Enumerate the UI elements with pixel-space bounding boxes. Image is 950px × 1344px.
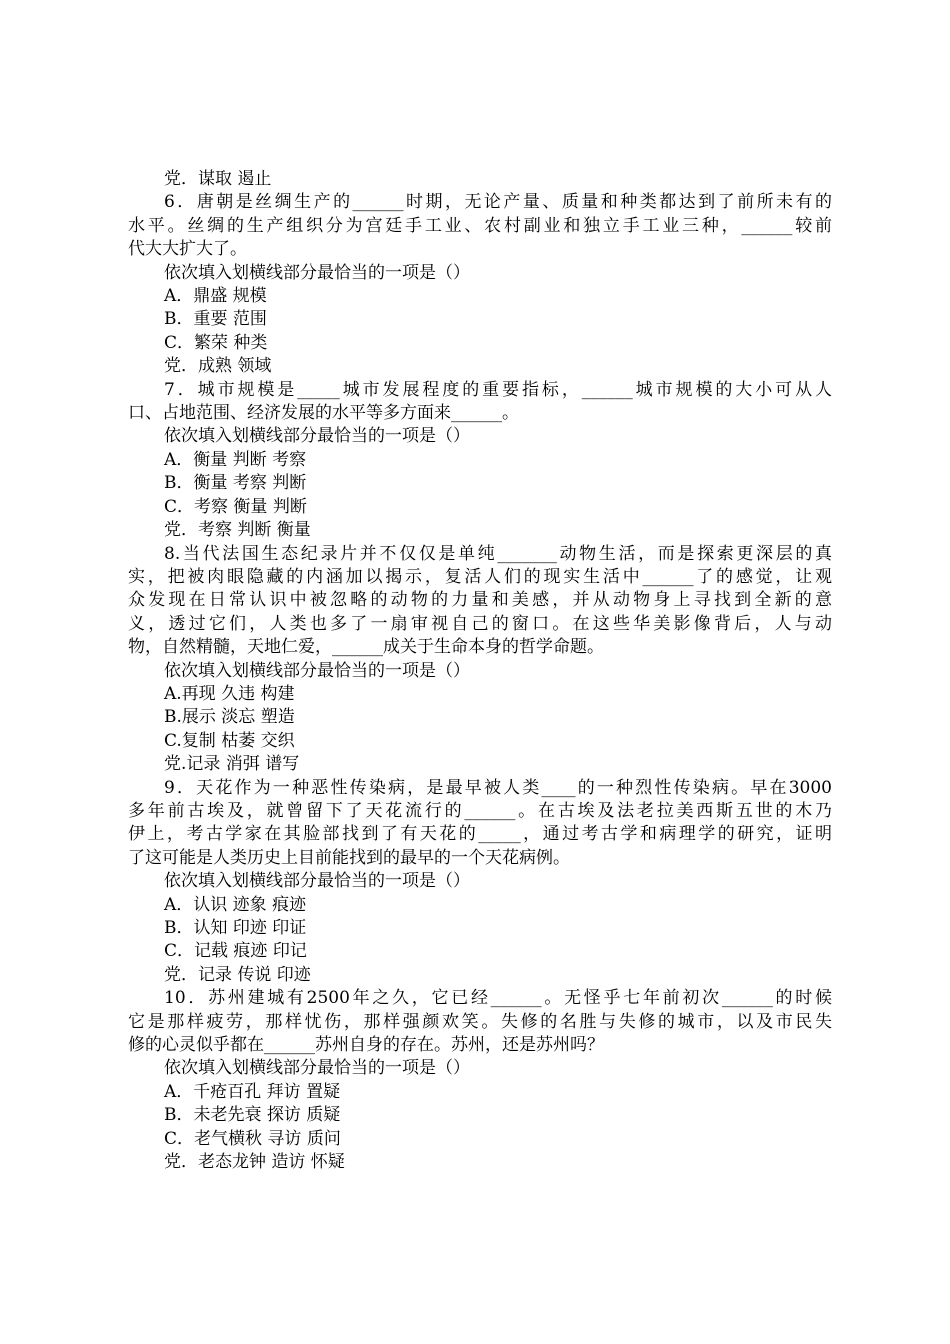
q7-prompt: 依次填入划横线部分最恰当的一项是（） [164,426,470,447]
q9-option-b: B．认知 印迹 印证 [164,918,307,938]
q7-option-a: A．衡量 判断 考察 [164,449,307,470]
q9-stem-line: 伊上，考古学家在其脸部找到了有天花的_____，通过考古学和病理学的研究，证明 [128,824,832,845]
question-10 [128,987,832,1174]
q9-stem-line: 9．天花作为一种恶性传染病，是最早被人类____的一种烈性传染病。早在3000 [164,777,832,798]
q8-option-b: B.展示 淡忘 塑造 [164,707,295,728]
q8-prompt: 依次填入划横线部分最恰当的一项是（） [164,660,470,681]
document-page [128,168,832,1174]
q8-option-d: 党.记录 消弭 谱写 [164,754,300,775]
q6-option-c: C．繁荣 种类 [164,332,268,353]
question-8 [128,543,832,777]
q6-option-a: A．鼎盛 规模 [164,286,267,307]
q10-option-b: B．未老先衰 探访 质疑 [164,1105,341,1126]
q8-stem-line: 众发现在日常认识中被忽略的动物的力量和美感，并从动物身上寻找到全新的意 [128,590,832,611]
q6-option-d: 党．成熟 领域 [164,356,272,377]
q10-stem-line: 它是那样疲劳，那样忧伤，那样强颜欢笑。失修的名胜与失修的城市，以及市民失 [128,1011,832,1032]
q6-option-b: B．重要 范围 [164,309,267,330]
question-7 [128,379,832,543]
q10-option-a: A．千疮百孔 拜访 置疑 [164,1081,341,1102]
q9-option-a: A．认识 迹象 痕迹 [164,894,307,915]
q8-stem-line: 物，自然精髓，天地仁爱，______成关于生命本身的哲学命题。 [128,637,604,658]
q7-stem-line: 口、占地范围、经济发展的水平等多方面来______。 [128,403,519,424]
q9-option-c: C．记载 痕迹 印记 [164,941,307,962]
q10-stem-line: 修的心灵似乎都在______苏州自身的存在。苏州，还是苏州吗？ [128,1035,604,1056]
q6-stem-line: 6．唐朝是丝绸生产的______时期，无论产量、质量和种类都达到了前所未有的 [164,192,832,213]
q8-stem-line: 义，透过它们，人类也多了一扇审视自己的窗口。在这些华美影像背后，人与动 [128,613,832,634]
q6-stem-line: 代大大扩大了。 [128,239,247,260]
q7-option-d: 党．考察 判断 衡量 [164,520,311,541]
q7-option-c: C．考察 衡量 判断 [164,496,307,517]
q6-prompt: 依次填入划横线部分最恰当的一项是（） [164,262,470,283]
q8-stem-line: 8.当代法国生态纪录片并不仅仅是单纯_______动物生活，而是探索更深层的真 [164,543,832,564]
q10-option-c: C．老气横秋 寻访 质问 [164,1128,341,1149]
question-9 [128,777,832,988]
q5-option-d: 党．谋取 遏止 [164,169,272,189]
q9-prompt: 依次填入划横线部分最恰当的一项是（） [164,871,470,892]
q10-prompt: 依次填入划横线部分最恰当的一项是（） [164,1058,470,1079]
q10-option-d: 党．老态龙钟 造访 怀疑 [164,1152,345,1173]
q6-stem-line: 水平。丝绸的生产组织分为宫廷手工业、农村副业和独立手工业三种，______较前 [128,215,832,236]
q10-stem-line: 10．苏州建城有2500年之久，它已经______。无怪乎七年前初次______的时候 [164,988,832,1009]
q8-stem-line: 实，把被肉眼隐藏的内涵加以揭示，复活人们的现实生活中______了的感觉，让观 [128,566,832,587]
q8-option-a: A.再现 久违 构建 [164,683,295,704]
question-6 [128,191,832,378]
q9-stem-line: 了这可能是人类历史上目前能找到的最早的一个天花病例。 [128,847,570,868]
q8-option-c: C.复制 枯萎 交织 [164,730,295,751]
q7-stem-line: 7．城市规模是_____城市发展程度的重要指标，______城市规模的大小可从人 [164,379,832,400]
q7-option-b: B．衡量 考察 判断 [164,473,307,494]
q9-option-d: 党．记录 传说 印迹 [164,964,311,985]
q9-stem-line: 多年前古埃及，就曾留下了天花流行的______。在古埃及法老拉美西斯五世的木乃 [128,800,832,821]
